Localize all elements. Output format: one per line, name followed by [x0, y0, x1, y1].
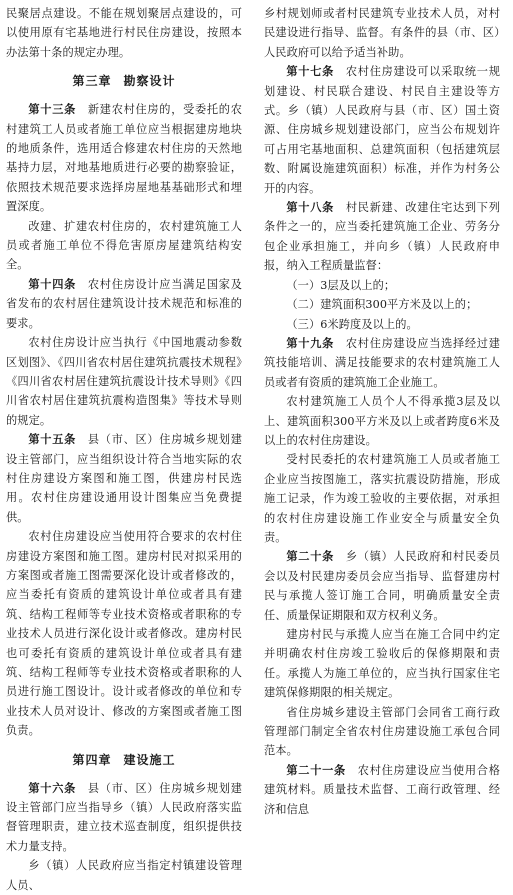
paragraph: 建房村民与承揽人应当在施工合同中约定并明确农村住房竣工验收后的保修期限和责任。承揽人为施工单位的，应当执行国家住宅建筑保修期限的相关规定。: [264, 628, 500, 700]
article-text: 农村住房建设应当选择经过建筑技能培训、满足技能要求的农村建筑施工人员或者有资质的建筑施工企业施工。: [264, 336, 500, 389]
article-16: [6, 779, 242, 857]
article-17: [264, 62, 500, 198]
list-item: （三）6米跨度及以上的。: [286, 317, 418, 331]
article-18: [264, 198, 500, 276]
article-text: 县（市、区）住房城乡规划建设主管部门，应当组织设计符合当地实际的农村住房建设方案图和施工图，供建房村民选用。农村住房建设通用设计图集应当免费提供。: [6, 433, 242, 524]
article-label: 第十四条: [28, 277, 76, 291]
article-text: 村民新建、改建住宅达到下列条件之一的，应当委托建筑施工企业、劳务分包企业承担施工，并向乡（镇）人民政府申报，纳入工程质量监督：: [264, 201, 500, 273]
paragraph: 受村民委托的农村建筑施工人员或者施工企业应当按图施工，落实抗震设防措施，形成施工记录，作为竣工验收的主要依据，对承担的农村住房建设施工作业安全与质量安全负责。: [264, 453, 500, 544]
article-label: 第十三条: [28, 103, 76, 117]
paragraph: 乡（镇）人民政府应当指定村镇建设管理人员、: [6, 859, 242, 892]
paragraph: 改建、扩建农村住房的，农村建筑施工人员或者施工单位不得危害原房屋建筑结构安全。: [6, 219, 242, 272]
list-item: （一）3层及以上的；: [286, 278, 396, 292]
article-21: [264, 761, 500, 819]
article-text: 乡（镇）人民政府和村民委员会以及村民建房委员会应当指导、监督建房村民与承揽人签订施工合同，明确质量安全责任、质量保证期限和双方权利义务。: [264, 550, 500, 622]
chapter-heading-3: [6, 72, 242, 90]
article-label: 第十六条: [28, 781, 76, 795]
article-13: [6, 100, 242, 216]
article-label: 第十八条: [286, 201, 334, 215]
article-label: 第十七条: [286, 65, 334, 79]
article-15: [6, 430, 242, 527]
list-item: （二）建筑面积300平方米及以上的；: [286, 298, 478, 312]
paragraph: 省住房城乡建设主管部门会同省工商行政管理部门制定全省农村住房建设施工承包合同范本。: [264, 705, 500, 758]
chapter-number: 第三章: [72, 74, 112, 89]
article-text: 农村住房设计应当满足国家及省发布的农村居住建筑设计技术规范和标准的要求。: [6, 277, 242, 330]
right-column: [264, 4, 500, 819]
article-text: 新建农村住房的，受委托的农村建筑工人员或者施工单位应当根据建房地块的地质条件，选用适合修建农村住房的天然地基持力层，对地基地质进行必要的勘察验证，依照技术规范要求选择房屋地基基础形式和埋置深度。: [6, 103, 242, 214]
paragraph: 农村住房设计应当执行《中国地震动参数区划图》、《四川省农村居住建筑抗震技术规程》《四川省农村居住建筑抗震设计技术导则》《四川省农村居住建筑抗震构造图集》等技术导则的规定。: [6, 336, 242, 427]
article-label: 第二十条: [286, 550, 334, 564]
chapter-title: 勘察设计: [123, 74, 176, 89]
chapter-heading-4: [6, 751, 242, 769]
article-text: 农村住房建设应当使用合格建筑材料。质量技术监督、工商行政管理、经济和信息: [264, 763, 500, 816]
article-text: 农村住房建设可以采取统一规划建设、村民联合建设、村民自主建设等方式。乡（镇）人民政府与县（市、区）国土资源、住房城乡规划建设部门，应当公布规划许可占用宅基地面积、总建筑面积（包括建筑层数、附属设施建筑面积）标准，并作为村务公开的内容。: [264, 65, 500, 195]
article-label: 第十九条: [286, 336, 334, 350]
article-label: 第二十一条: [286, 763, 346, 777]
article-14: [6, 275, 242, 333]
paragraph: 民聚居点建设。不能在规划聚居点建设的，可以使用原有宅基地进行村民住房建设，按照本办法第十条的规定办理。: [6, 7, 242, 59]
left-column: [6, 4, 242, 895]
article-20: [264, 547, 500, 625]
article-19: [264, 334, 500, 392]
paragraph: 乡村规划师或者村民建筑专业技术人员，对村民建设进行指导、监督。有条件的县（市、区）人民政府可以给予适当补助。: [264, 7, 500, 59]
paragraph: 农村住房建设应当使用符合要求的农村住房建设方案图和施工图。建房村民对拟采用的方案图或者施工图需要深化设计或者修改的，应当委托有资质的建筑设计单位或者具有建筑、结构工程师等专业技术资格或者职称的专业技术人员进行深化设计或者修改。建房村民也可委托有资质的建筑设计单位或者具有建筑、结构工程师等专业技术资格或者职称的人员进行施工图设计。设计或者修改的单位和专业技术人员对设计、修改的方案图或者施工图负责。: [6, 530, 242, 738]
paragraph: 农村建筑施工人员个人不得承揽3层及以上、建筑面积300平方米及以上或者跨度6米及以上的农村住房建设。: [264, 395, 500, 447]
chapter-title: 建设施工: [123, 752, 176, 767]
chapter-number: 第四章: [72, 752, 112, 767]
article-text: 县（市、区）住房城乡规划建设主管部门应当指导乡（镇）人民政府落实监督管理职责，建立技术巡查制度，组织提供技术力量支持。: [6, 781, 242, 853]
article-label: 第十五条: [28, 433, 76, 447]
